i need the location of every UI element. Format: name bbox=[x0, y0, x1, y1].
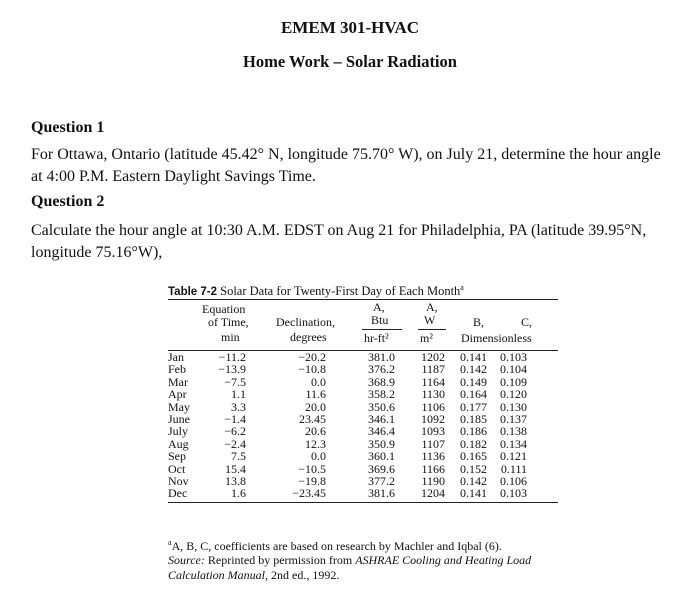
c-cell: 0.137 bbox=[500, 412, 527, 427]
month-cell: Feb bbox=[168, 362, 186, 377]
header-a-w-fraction-line bbox=[418, 329, 446, 330]
table-bottom-rule bbox=[168, 502, 558, 503]
header-a-btu-den: hr-ft² bbox=[364, 331, 389, 345]
b-cell: 0.141 bbox=[460, 486, 487, 501]
solar-data-table bbox=[168, 283, 558, 503]
a-btu-cell: 377.2 bbox=[368, 474, 395, 489]
header-a-btu-num: Btu bbox=[371, 313, 389, 327]
a-btu-cell: 360.1 bbox=[368, 449, 395, 464]
a-w-cell: 1187 bbox=[421, 362, 445, 377]
declination-cell: −20.2 bbox=[298, 350, 326, 364]
question-1-text: For Ottawa, Ontario (latitude 45.42° N, longitude 75.70° W), on July 21, determine the hour angle at 4:00 P.M. Eastern Daylight Savings Time. bbox=[31, 146, 661, 185]
month-cell: Aug bbox=[168, 436, 189, 451]
header-a-btu-label: A, bbox=[373, 300, 385, 314]
eot-cell: −6.2 bbox=[224, 424, 246, 439]
month-cell: June bbox=[168, 412, 190, 427]
a-w-cell: 1093 bbox=[421, 424, 445, 439]
a-btu-cell: 350.6 bbox=[368, 399, 395, 414]
declination-cell: 11.6 bbox=[305, 387, 326, 402]
eot-cell: −2.4 bbox=[224, 436, 246, 451]
footnote-text: A, B, C, coefficients are based on research by Machler and Iqbal (6). bbox=[171, 539, 502, 553]
homework-title: Home Work – Solar Radiation bbox=[243, 52, 457, 71]
header-a-w-den: m² bbox=[420, 331, 433, 345]
b-cell: 0.142 bbox=[460, 474, 487, 489]
eot-cell: 1.1 bbox=[231, 387, 246, 402]
footnote-mark: a bbox=[168, 538, 172, 547]
b-cell: 0.186 bbox=[460, 424, 487, 439]
b-cell: 0.142 bbox=[460, 362, 487, 377]
header-a-w-num: W bbox=[424, 313, 436, 327]
a-btu-cell: 346.4 bbox=[368, 424, 395, 439]
a-w-cell: 1164 bbox=[421, 374, 445, 389]
c-cell: 0.103 bbox=[500, 486, 527, 501]
a-btu-cell: 368.9 bbox=[368, 374, 395, 389]
a-w-cell: 1202 bbox=[421, 350, 445, 364]
month-cell: July bbox=[168, 424, 189, 439]
a-btu-cell: 376.2 bbox=[368, 362, 395, 377]
header-decl-line2: degrees bbox=[290, 330, 327, 344]
a-w-cell: 1130 bbox=[421, 387, 445, 402]
table-row bbox=[168, 363, 527, 375]
b-cell: 0.164 bbox=[460, 387, 487, 402]
source-text: Reprinted by permission from bbox=[204, 553, 356, 567]
declination-cell: −19.8 bbox=[298, 474, 326, 489]
header-dimensionless: Dimensionless bbox=[461, 331, 532, 345]
table-number: Table 7-2 bbox=[168, 286, 217, 299]
table-caption bbox=[168, 283, 558, 299]
declination-cell: 20.0 bbox=[305, 399, 326, 414]
eot-cell: 1.6 bbox=[231, 486, 246, 501]
table-header bbox=[168, 300, 558, 350]
eot-cell: −1.4 bbox=[224, 412, 246, 427]
a-btu-cell: 350.9 bbox=[368, 436, 395, 451]
b-cell: 0.177 bbox=[460, 399, 487, 414]
c-cell: 0.138 bbox=[500, 424, 527, 439]
c-cell: 0.130 bbox=[500, 399, 527, 414]
table-caption-text: Solar Data for Twenty-First Day of Each Month bbox=[220, 284, 461, 299]
month-cell: Dec bbox=[168, 486, 188, 501]
a-btu-cell: 381.0 bbox=[368, 350, 395, 364]
declination-cell: −23.45 bbox=[292, 486, 326, 501]
month-cell: May bbox=[168, 399, 190, 414]
b-cell: 0.149 bbox=[460, 374, 487, 389]
declination-cell: −10.5 bbox=[298, 461, 326, 476]
table-body bbox=[168, 351, 527, 500]
a-btu-cell: 358.2 bbox=[368, 387, 395, 402]
b-cell: 0.182 bbox=[460, 436, 487, 451]
declination-cell: 20.6 bbox=[305, 424, 326, 439]
month-cell: Mar bbox=[168, 374, 188, 389]
c-cell: 0.134 bbox=[500, 436, 527, 451]
a-btu-cell: 369.6 bbox=[368, 461, 395, 476]
table-row bbox=[168, 450, 527, 462]
header-eot-line1: Equation bbox=[202, 302, 246, 316]
declination-cell: −10.8 bbox=[298, 362, 326, 377]
month-cell: Nov bbox=[168, 474, 189, 489]
c-cell: 0.111 bbox=[500, 461, 527, 476]
a-w-cell: 1166 bbox=[421, 461, 445, 476]
eot-cell: 15.4 bbox=[225, 461, 246, 476]
c-cell: 0.109 bbox=[500, 374, 527, 389]
header-eot-line3: min bbox=[221, 330, 240, 344]
header-b-label: B, bbox=[473, 315, 485, 329]
footnote-source bbox=[168, 553, 568, 583]
eot-cell: −13.9 bbox=[218, 362, 246, 377]
month-cell: Sep bbox=[168, 449, 186, 464]
header-a-w-label: A, bbox=[426, 300, 438, 314]
a-w-cell: 1106 bbox=[421, 399, 445, 414]
header-c-label: C, bbox=[521, 315, 533, 329]
question-1-heading: Question 1 bbox=[31, 119, 105, 136]
source-label: Source: bbox=[168, 553, 205, 567]
month-cell: Jan bbox=[168, 350, 184, 364]
c-cell: 0.103 bbox=[500, 350, 527, 364]
eot-cell: 7.5 bbox=[231, 449, 246, 464]
question-2-heading: Question 2 bbox=[31, 193, 105, 210]
a-btu-cell: 346.1 bbox=[368, 412, 395, 427]
source-end: 2nd ed., 1992. bbox=[268, 568, 340, 582]
a-w-cell: 1136 bbox=[421, 449, 445, 464]
header-a-btu-fraction-line bbox=[362, 329, 402, 330]
b-cell: 0.152 bbox=[460, 461, 487, 476]
c-cell: 0.106 bbox=[500, 474, 527, 489]
question-2-text: Calculate the hour angle at 10:30 A.M. EDST on Aug 21 for Philadelphia, PA (latitude 39.95°N, longitude 75.16°W), bbox=[31, 222, 647, 261]
source-title: ASHRAE Cooling and Heating Load Calculation Manual, bbox=[168, 553, 532, 582]
c-cell: 0.120 bbox=[500, 387, 527, 402]
eot-cell: −7.5 bbox=[224, 374, 246, 389]
month-cell: Apr bbox=[168, 387, 187, 402]
c-cell: 0.104 bbox=[500, 362, 527, 377]
table-row bbox=[168, 487, 527, 499]
declination-cell: 12.3 bbox=[305, 436, 326, 451]
table-row bbox=[168, 388, 527, 400]
a-w-cell: 1107 bbox=[421, 436, 445, 451]
eot-cell: −11.2 bbox=[218, 350, 246, 364]
a-w-cell: 1190 bbox=[421, 474, 445, 489]
footnote-coefficients bbox=[168, 535, 568, 554]
b-cell: 0.141 bbox=[460, 350, 487, 364]
declination-cell: 0.0 bbox=[311, 449, 326, 464]
c-cell: 0.121 bbox=[500, 449, 527, 464]
a-btu-cell: 381.6 bbox=[368, 486, 395, 501]
a-w-cell: 1092 bbox=[421, 412, 445, 427]
table-row bbox=[168, 425, 527, 437]
a-w-cell: 1204 bbox=[421, 486, 445, 501]
table-caption-note-mark: a bbox=[460, 283, 464, 292]
eot-cell: 13.8 bbox=[225, 474, 246, 489]
b-cell: 0.185 bbox=[460, 412, 487, 427]
declination-cell: 0.0 bbox=[311, 374, 326, 389]
declination-cell: 23.45 bbox=[299, 412, 326, 427]
header-decl-line1: Declination, bbox=[276, 315, 335, 329]
month-cell: Oct bbox=[168, 461, 186, 476]
course-title: EMEM 301-HVAC bbox=[280, 18, 420, 37]
header-eot-line2: of Time, bbox=[208, 315, 249, 329]
eot-cell: 3.3 bbox=[231, 399, 246, 414]
b-cell: 0.165 bbox=[460, 449, 487, 464]
